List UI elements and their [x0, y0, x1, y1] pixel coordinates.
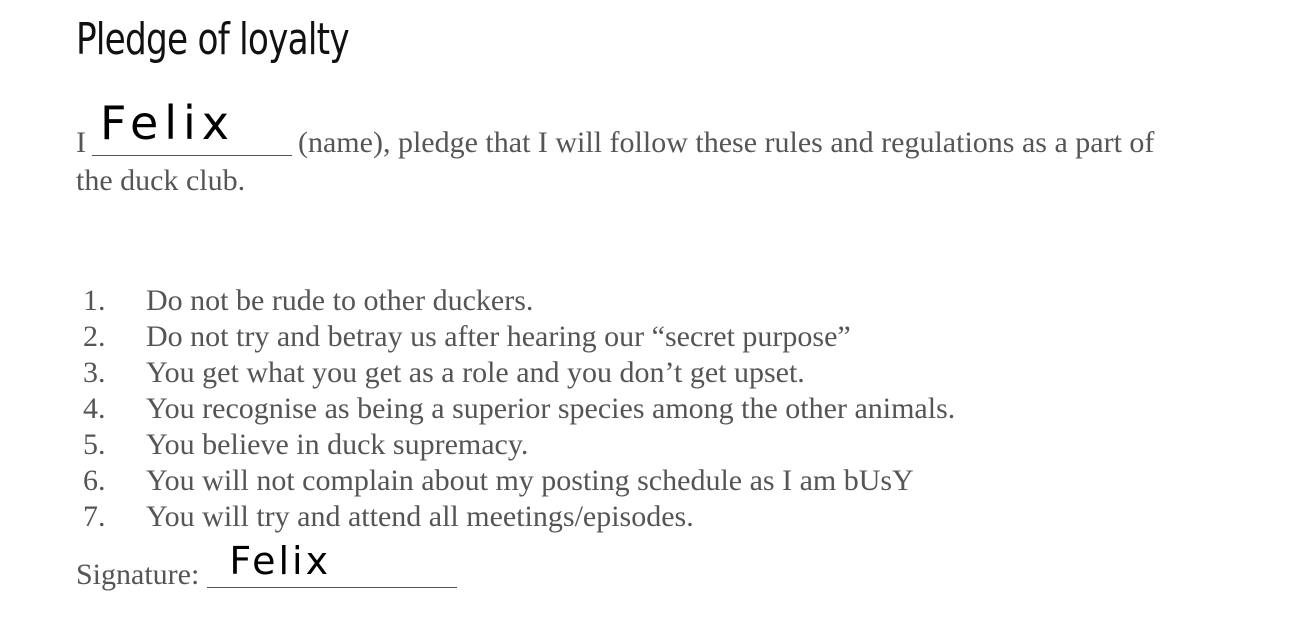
rule-text: You will try and attend all meetings/episodes. [146, 500, 694, 533]
pledge-statement [76, 96, 1301, 161]
rule-number: 1. [83, 284, 106, 317]
rule-number: 6. [83, 464, 106, 497]
name-blank [92, 96, 292, 156]
rule-item [76, 463, 955, 499]
signature-blank [207, 539, 457, 588]
rule-text: You get what you get as a role and you don’t get upset. [146, 356, 805, 389]
rule-number: 5. [83, 428, 106, 461]
rule-text: Do not be rude to other duckers. [146, 284, 534, 317]
rule-item [76, 283, 955, 319]
pledge-suffix: (name), pledge that I will follow these rules and regulations as a part of [298, 126, 1155, 159]
rule-item [76, 319, 955, 355]
rule-number: 2. [83, 320, 106, 353]
rule-item [76, 355, 955, 391]
rule-item [76, 427, 955, 463]
rule-number: 7. [83, 500, 106, 533]
rule-number: 4. [83, 392, 106, 425]
rule-text: You believe in duck supremacy. [146, 428, 529, 461]
rule-number: 3. [83, 356, 106, 389]
rule-text: You will not complain about my posting schedule as I am bUsY [146, 464, 914, 497]
signature-line [76, 539, 457, 593]
rules-list [76, 283, 955, 535]
handwritten-name: Felix [100, 96, 236, 150]
pledge-prefix: I [76, 126, 86, 159]
rule-item [76, 499, 955, 535]
handwritten-signature: Felix [229, 539, 332, 583]
page-title: Pledge of loyalty [76, 14, 349, 65]
rule-text: Do not try and betray us after hearing our “secret purpose” [146, 320, 851, 353]
rule-item [76, 391, 955, 427]
rule-text: You recognise as being a superior species among the other animals. [146, 392, 956, 425]
signature-label: Signature: [76, 558, 200, 591]
pledge-continuation: the duck club. [76, 164, 246, 197]
